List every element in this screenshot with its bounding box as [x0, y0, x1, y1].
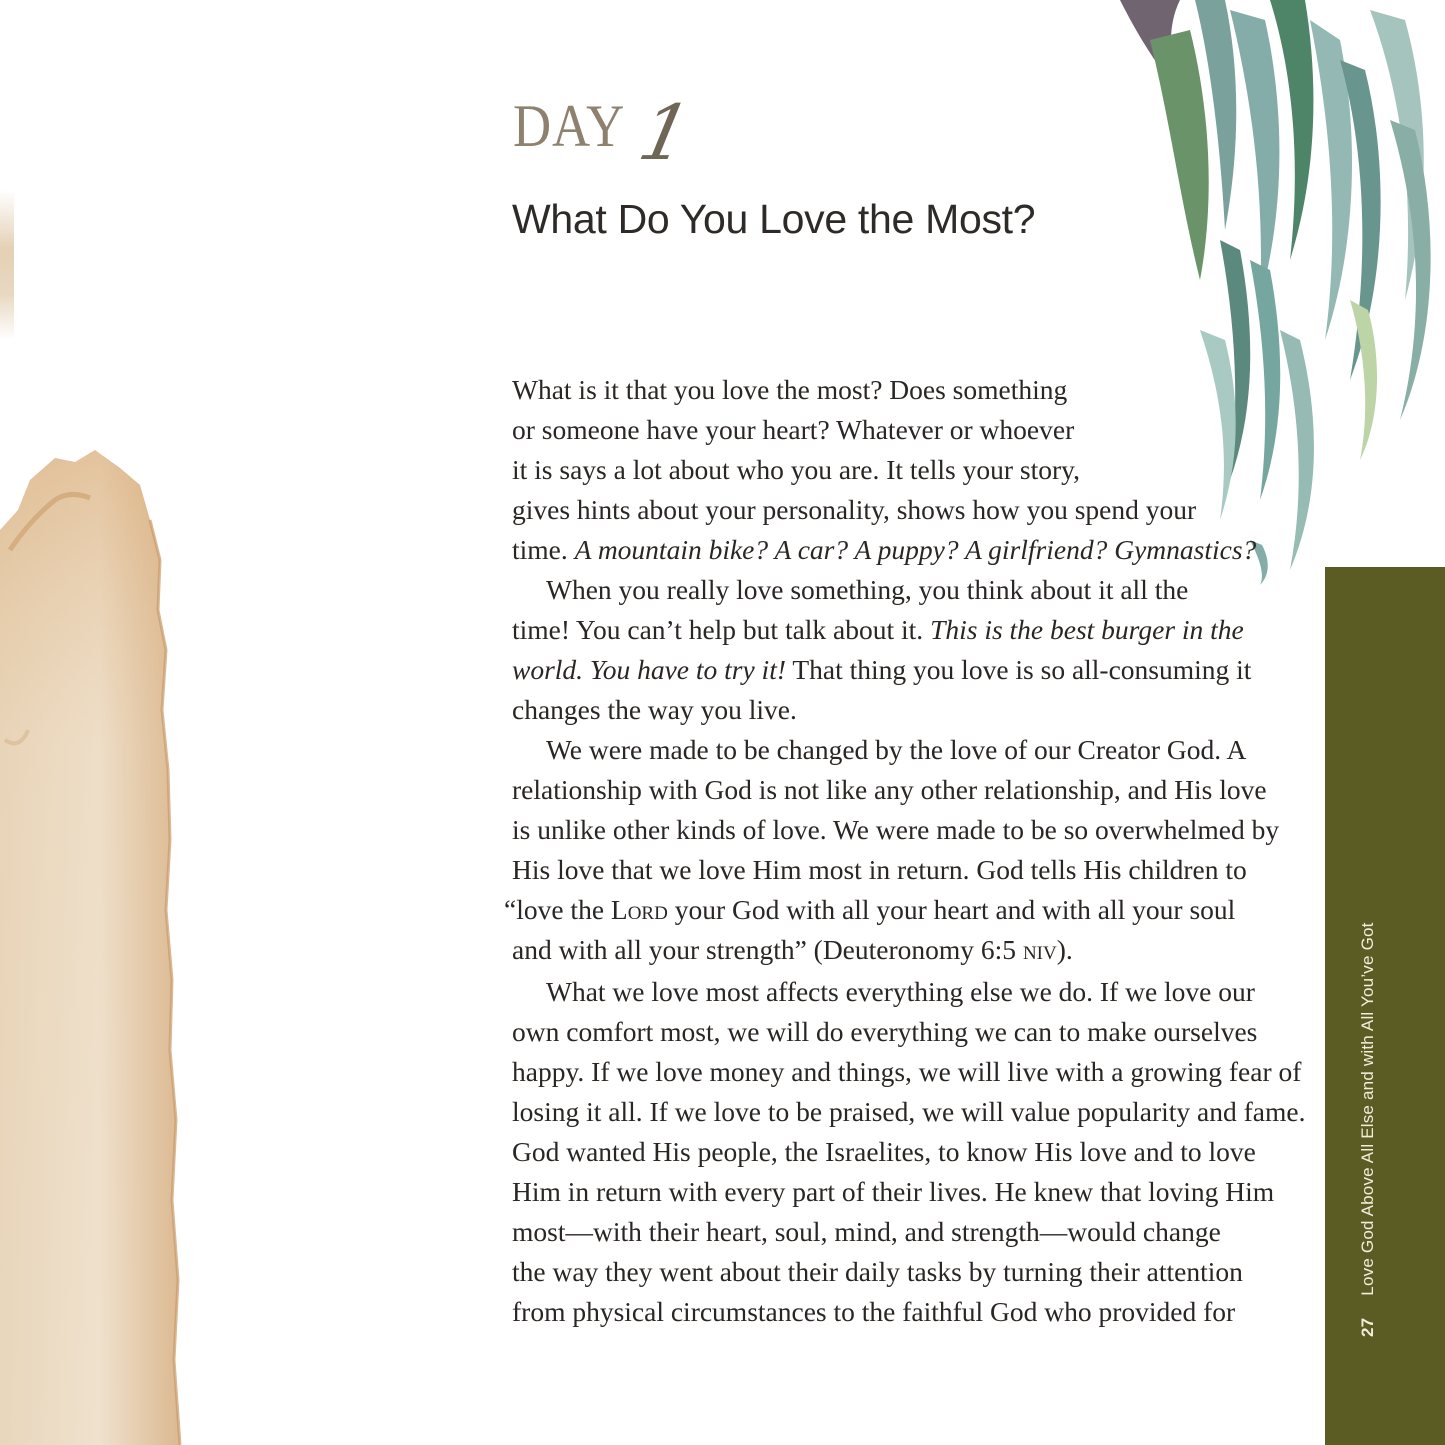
body-text: “love the	[504, 894, 611, 925]
body-line: changes the way you live.	[512, 694, 797, 725]
body-text: time.	[512, 534, 575, 565]
body-line: from physical circumstances to the faithful God who provided for	[512, 1296, 1236, 1327]
body-line: the way they went about their daily tasks by turning their attention	[512, 1256, 1243, 1287]
day-label: DAY	[513, 93, 626, 159]
body-line: We were made to be changed by the love of our Creator God. A	[546, 734, 1247, 765]
body-line	[512, 650, 1251, 690]
body-line: What we love most affects everything else we do. If we love our	[546, 976, 1255, 1007]
italic-text: world. You have to try it!	[512, 654, 786, 685]
body-line: it is says a lot about who you are. It tells your story,	[512, 454, 1080, 485]
body-line	[504, 890, 1235, 930]
body-text: and with all your strength” (Deuteronomy 6:5	[512, 934, 1023, 965]
watercolor-sliver	[0, 190, 14, 340]
body-line: losing it all. If we love to be praised, we will value popularity and fame.	[512, 1096, 1306, 1127]
body-line: Him in return with every part of their lives. He knew that loving Him	[512, 1176, 1275, 1207]
running-head-text: Love God Above All Else and with All You’ve Got	[1358, 922, 1377, 1296]
page-title: What Do You Love the Most?	[512, 196, 1036, 242]
page-number: 27	[1358, 1317, 1377, 1337]
body-line: happy. If we love money and things, we will live with a growing fear of	[512, 1056, 1302, 1087]
body-line: What is it that you love the most? Does something	[512, 374, 1068, 405]
body-line: God wanted His people, the Israelites, to know His love and to love	[512, 1136, 1256, 1167]
body-line: most—with their heart, soul, mind, and strength—would change	[512, 1216, 1221, 1247]
small-caps-text: Lord	[610, 894, 668, 925]
italic-text: A mountain bike? A car? A puppy? A girlfriend? Gymnastics?	[574, 534, 1257, 565]
body-text: time! You can’t help but talk about it.	[512, 614, 931, 645]
body-line: gives hints about your personality, shows how you spend your	[512, 494, 1197, 525]
body-text: ).	[1056, 934, 1073, 965]
small-caps-text: niv	[1022, 934, 1057, 965]
watercolor-wash	[0, 440, 190, 1445]
body-line: own comfort most, we will do everything we can to make ourselves	[512, 1016, 1258, 1047]
sidebar-band	[1325, 567, 1445, 1445]
running-head	[1358, 922, 1378, 1337]
body-line: His love that we love Him most in return. God tells His children to	[512, 854, 1247, 885]
day-heading	[513, 88, 699, 182]
body-line	[512, 530, 1256, 570]
body-text: your God with all your heart and with all your soul	[667, 894, 1236, 925]
body-line: relationship with God is not like any other relationship, and His love	[512, 774, 1267, 805]
body-line: When you really love something, you think about it all the	[546, 574, 1189, 605]
body-text: That thing you love is so all-consuming it	[786, 654, 1252, 685]
body-line: or someone have your heart? Whatever or whoever	[512, 414, 1075, 445]
body-line	[512, 610, 1244, 650]
body-line	[512, 930, 1073, 970]
italic-text: This is the best burger in the	[930, 614, 1244, 645]
day-number: 1	[631, 88, 699, 177]
body-line: is unlike other kinds of love. We were made to be so overwhelmed by	[512, 814, 1280, 845]
